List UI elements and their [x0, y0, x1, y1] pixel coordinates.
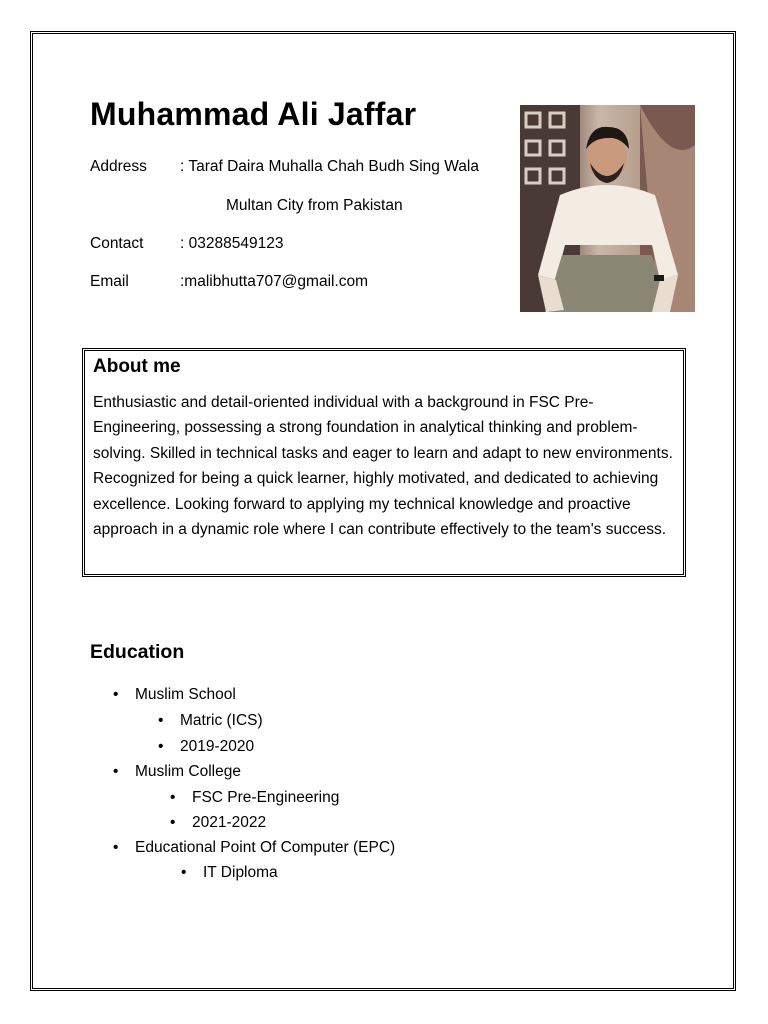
education-item-institution [113, 763, 241, 781]
about-section [82, 348, 686, 577]
education-detail: Matric (ICS) [180, 712, 263, 729]
institution-name: Educational Point Of Computer (EPC) [135, 839, 396, 856]
contact-label: Contact [90, 235, 144, 252]
address-line2: Multan City from Pakistan [226, 197, 403, 214]
education-detail: 2019-2020 [180, 738, 255, 755]
email-row [90, 273, 368, 291]
contact-value: : 03288549123 [180, 235, 284, 252]
bullet-icon: • [181, 864, 187, 881]
education-item-detail [170, 789, 339, 807]
education-item-detail [181, 864, 278, 882]
bullet-icon: • [113, 686, 119, 703]
profile-photo-illustration [520, 105, 695, 312]
education-detail: IT Diploma [203, 864, 278, 881]
bullet-icon: • [158, 738, 164, 755]
address-line1: : Taraf Daira Muhalla Chah Budh Sing Wala [180, 158, 479, 175]
candidate-name: Muhammad Ali Jaffar [90, 96, 417, 132]
education-item-detail [158, 712, 263, 730]
institution-name: Muslim College [135, 763, 241, 780]
institution-name: Muslim School [135, 686, 236, 703]
about-text: Enthusiastic and detail-oriented individual with a background in FSC Pre-Engineering, possessing a strong foundation in analytical thinking and problem-solving. Skilled in technical tasks and eager to learn and adapt to new environments. Recognized for being a quick learner, highly motivated, and dedicated to achieving excellence. Looking forward to applying my technical knowledge and proactive approach in a dynamic role where I can contribute effectively to the team's success. [93, 394, 673, 539]
contact-row [90, 235, 283, 253]
bullet-icon: • [158, 712, 164, 729]
bullet-icon: • [113, 763, 119, 780]
email-label: Email [90, 273, 129, 290]
education-item-detail [170, 814, 266, 832]
education-detail: 2021-2022 [192, 814, 267, 831]
education-title: Education [90, 641, 185, 663]
bullet-icon: • [170, 814, 176, 831]
education-item-institution [113, 686, 236, 704]
education-item-detail [158, 738, 254, 756]
email-value: :malibhutta707@gmail.com [180, 273, 369, 290]
address-label: Address [90, 158, 147, 175]
about-title: About me [93, 356, 181, 377]
education-detail: FSC Pre-Engineering [192, 789, 340, 806]
profile-photo [520, 105, 695, 312]
address-row [90, 158, 479, 176]
bullet-icon: • [170, 789, 176, 806]
education-item-institution [113, 839, 395, 857]
bullet-icon: • [113, 839, 119, 856]
